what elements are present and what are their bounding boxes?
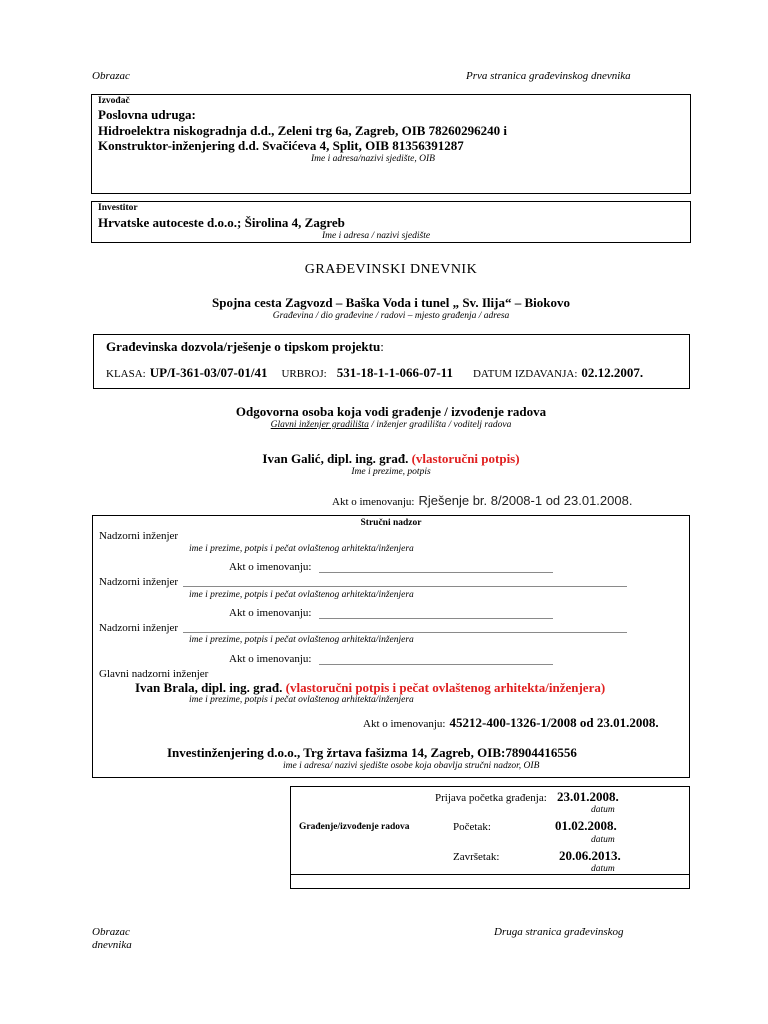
prijava-label: Prijava početka građenja: xyxy=(435,792,547,804)
odgovorna-name-caption: Ime i prezime, potpis xyxy=(351,467,431,477)
prijava-datum-caption: datum xyxy=(591,805,615,815)
nadzorni-caption-2: ime i prezime, potpis i pečat ovlaštenog arhitekta/inženjera xyxy=(189,590,414,600)
header-left: Obrazac xyxy=(92,70,130,82)
glavni-akt-value: 45212-400-1326-1/2008 od 23.01.2008. xyxy=(449,715,659,730)
urbroj-label: URBROJ: xyxy=(281,368,327,380)
glavni-nadzorni-name: Ivan Brala, dipl. ing. građ. (vlastoručni potpis i pečat ovlaštenog arhitekta/inženjera) xyxy=(135,680,606,695)
nadzor-firma: Investinženjering d.o.o., Trg žrtava fašizma 14, Zagreb, OIB:78904416556 xyxy=(167,745,577,760)
pocetak-label: Početak: xyxy=(453,821,491,833)
izvodac-line2: Hidroelektra niskogradnja d.d., Zeleni trg 6a, Zagreb, OIB 78260296240 i xyxy=(98,123,508,138)
nadzorni-caption-3: ime i prezime, potpis i pečat ovlaštenog arhitekta/inženjera xyxy=(189,635,414,645)
odgovorna-akt xyxy=(332,492,632,510)
nadzorni-label-2: Nadzorni inženjer xyxy=(99,576,179,588)
nadzorni-akt-label-1: Akt o imenovanju: xyxy=(229,561,312,573)
gradenje-divider xyxy=(291,874,689,875)
dozvola-label: Građevinska dozvola/rješenje o tipskom projektu: xyxy=(106,339,384,354)
header-right: Prva stranica građevinskog dnevnika xyxy=(466,70,631,82)
nadzorni-akt-line-1 xyxy=(319,572,553,573)
investitor-label: Investitor xyxy=(98,203,138,213)
investitor-box xyxy=(91,201,691,243)
izvodac-label: Izvođač xyxy=(98,96,130,106)
pocetak-datum-caption: datum xyxy=(591,835,615,845)
zavrsetak-label: Završetak: xyxy=(453,851,500,863)
nadzorni-akt-line-3 xyxy=(319,664,553,665)
odgovorna-heading: Odgovorna osoba koja vodi građenje / izvođenje radova xyxy=(235,404,547,419)
zavrsetak-datum-caption: datum xyxy=(591,864,615,874)
footer-right: Druga stranica građevinskog xyxy=(494,926,624,938)
nadzor-heading: Stručni nadzor xyxy=(360,518,422,528)
nadzorni-label-1: Nadzorni inženjer xyxy=(99,530,179,542)
nadzorni-label-3: Nadzorni inženjer xyxy=(99,622,179,634)
nadzorni-line-3 xyxy=(183,632,627,633)
izvodac-line1: Poslovna udruga: xyxy=(98,107,196,122)
page-title: GRAĐEVINSKI DNEVNIK xyxy=(304,262,478,277)
nadzorni-akt-label-2: Akt o imenovanju: xyxy=(229,607,312,619)
datum-izdavanja-value: 02.12.2007. xyxy=(581,365,644,380)
dozvola-values xyxy=(106,364,643,382)
odgovorna-name: Ivan Galić, dipl. ing. građ. (vlastoručni potpis) xyxy=(262,451,520,466)
footer-left-2: dnevnika xyxy=(92,939,132,951)
klasa-label: KLASA: xyxy=(106,368,146,380)
nadzorni-akt-label-3: Akt o imenovanju: xyxy=(229,653,312,665)
pocetak-value: 01.02.2008. xyxy=(555,818,617,833)
nadzorni-caption-1: ime i prezime, potpis i pečat ovlaštenog arhitekta/inženjera xyxy=(189,544,414,554)
odgovorna-name-red: (vlastoručni potpis) xyxy=(411,451,520,466)
project-caption: Građevina / dio građevine / radovi – mjesto građenja / adresa xyxy=(272,311,510,321)
footer-left-1: Obrazac xyxy=(92,926,130,938)
investitor-caption: Ime i adresa / nazivi sjedište xyxy=(322,231,431,241)
odgovorna-akt-label: Akt o imenovanju: xyxy=(332,496,415,508)
urbroj-value: 531-18-1-1-066-07-11 xyxy=(336,365,453,380)
gradenje-side-label: Građenje/izvođenje radova xyxy=(299,822,410,832)
glavni-akt-label: Akt o imenovanju: xyxy=(363,718,446,730)
investitor-value: Hrvatske autoceste d.o.o.; Širolina 4, Zagreb xyxy=(98,215,345,230)
project-name: Spojna cesta Zagvozd – Baška Voda i tunel „ Sv. Ilija“ – Biokovo xyxy=(212,295,570,310)
glavni-nadzorni-label: Glavni nadzorni inženjer xyxy=(99,668,209,680)
nadzorni-line-2 xyxy=(183,586,627,587)
nadzorni-akt-line-2 xyxy=(319,618,553,619)
zavrsetak-value: 20.06.2013. xyxy=(559,848,621,863)
glavni-nadzorni-caption: ime i prezime, potpis i pečat ovlaštenog arhitekta/inženjera xyxy=(189,695,414,705)
dozvola-box xyxy=(93,334,690,389)
datum-izdavanja-label: DATUM IZDAVANJA: xyxy=(472,368,578,380)
klasa-value: UP/I-361-03/07-01/41 xyxy=(149,365,268,380)
odgovorna-caption: Glavni inženjer gradilišta / inženjer gradilišta / voditelj radova xyxy=(270,420,512,430)
gradenje-box xyxy=(290,786,690,889)
odgovorna-akt-value: Rješenje br. 8/2008-1 od 23.01.2008. xyxy=(418,493,633,508)
glavni-nadzorni-red: (vlastoručni potpis i pečat ovlaštenog arhitekta/inženjera) xyxy=(285,680,606,695)
izvodac-box xyxy=(91,94,691,194)
izvodac-caption: Ime i adresa/nazivi sjedište, OIB xyxy=(311,154,435,164)
prijava-value: 23.01.2008. xyxy=(557,789,619,804)
glavni-nadzorni-akt xyxy=(363,714,659,732)
nadzor-box xyxy=(92,515,690,778)
nadzor-firma-caption: ime i adresa/ nazivi sjedište osobe koja obavlja stručni nadzor, OIB xyxy=(283,761,540,771)
izvodac-line3: Konstruktor-inženjering d.d. Svačićeva 4, Split, OIB 81356391287 xyxy=(98,138,464,153)
